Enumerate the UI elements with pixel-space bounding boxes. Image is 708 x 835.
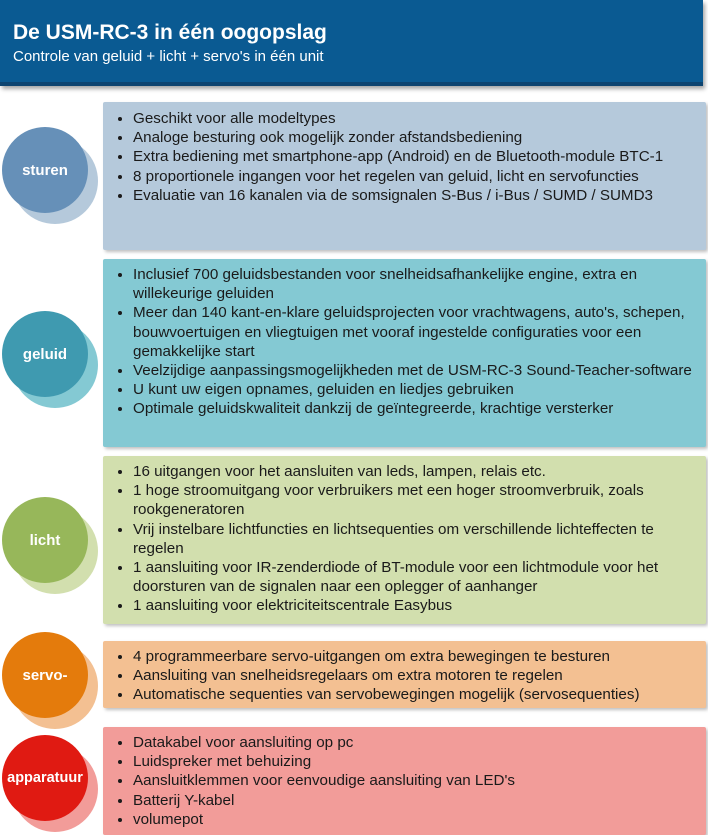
list-item: • Inclusief 700 geluidsbestanden voor snelheidsafhankelijke engine, extra en willekeurige geluiden: [133, 265, 706, 303]
sturen-box: [103, 102, 706, 250]
servo-list: [103, 647, 706, 705]
header-banner: [0, 0, 703, 86]
list-item: • 1 aansluiting voor IR-zenderdiode of BT-module voor een lichtmodule voor het doorsturen van de signalen naar een oplegger of aanhanger: [133, 558, 706, 596]
list-item: • 1 aansluiting voor elektriciteitscentrale Easybus: [133, 596, 706, 615]
licht-circle: [2, 497, 88, 583]
geluid-label: geluid: [22, 345, 68, 363]
list-item: • 16 uitgangen voor het aansluiten van leds, lampen, relais etc.: [133, 462, 706, 481]
licht-box: [103, 456, 706, 624]
list-item: • 8 proportionele ingangen voor het regelen van geluid, licht en servofuncties: [133, 167, 706, 186]
apparatuur-label: apparatuur: [7, 770, 83, 786]
list-item: • Extra bediening met smartphone-app (Android) en de Bluetooth-module BTC-1: [133, 147, 706, 166]
page-title: De USM-RC-3 in één oogopslag: [13, 21, 327, 44]
list-item: • Aansluiting van snelheidsregelaars om extra motoren te regelen: [133, 666, 706, 685]
list-item: • Geschikt voor alle modeltypes: [133, 109, 706, 128]
geluid-list: [103, 265, 706, 419]
list-item: • Evaluatie van 16 kanalen via de somsignalen S-Bus / i-Bus / SUMD / SUMD3: [133, 186, 706, 205]
licht-list: [103, 462, 706, 616]
servo-label: servo-: [22, 666, 68, 684]
apparatuur-circle: [2, 735, 88, 821]
apparatuur-box: [103, 727, 706, 835]
list-item: • 4 programmeerbare servo-uitgangen om extra bewegingen te besturen: [133, 647, 706, 666]
geluid-circle: [2, 311, 88, 397]
list-item: • Luidspreker met behuizing: [133, 752, 706, 771]
sturen-circle: [2, 127, 88, 213]
sturen-list: [103, 109, 706, 205]
apparatuur-list: [103, 733, 706, 829]
list-item: • Aansluitklemmen voor eenvoudige aansluiting van LED's: [133, 771, 706, 790]
list-item: • volumepot: [133, 810, 706, 829]
list-item: • Analoge besturing ook mogelijk zonder afstandsbediening: [133, 128, 706, 147]
list-item: • Veelzijdige aanpassingsmogelijkheden met de USM-RC-3 Sound-Teacher-software: [133, 361, 706, 380]
list-item: • Automatische sequenties van servobewegingen mogelijk (servosequenties): [133, 685, 706, 704]
list-item: • 1 hoge stroomuitgang voor verbruikers met een hoger stroomverbruik, zoals rookgeneratoren: [133, 481, 706, 519]
servo-circle: [2, 632, 88, 718]
list-item: • Optimale geluidskwaliteit dankzij de geïntegreerde, krachtige versterker: [133, 399, 706, 418]
list-item: • U kunt uw eigen opnames, geluiden en liedjes gebruiken: [133, 380, 706, 399]
list-item: • Datakabel voor aansluiting op pc: [133, 733, 706, 752]
licht-label: licht: [29, 531, 61, 549]
sturen-label: sturen: [22, 161, 68, 179]
list-item: • Vrij instelbare lichtfuncties en lichtsequenties om verschillende lichteffecten te regelen: [133, 520, 706, 558]
page-subtitle: Controle van geluid + licht + servo's in één unit: [13, 48, 324, 65]
list-item: • Meer dan 140 kant-en-klare geluidsprojecten voor vrachtwagens, auto's, schepen, bouwvoertuigen en vliegtuigen met vooraf ingestelde configuraties voor een gemakkelijke start: [133, 303, 706, 361]
servo-box: [103, 641, 706, 708]
geluid-box: [103, 259, 706, 447]
list-item: • Batterij Y-kabel: [133, 791, 706, 810]
